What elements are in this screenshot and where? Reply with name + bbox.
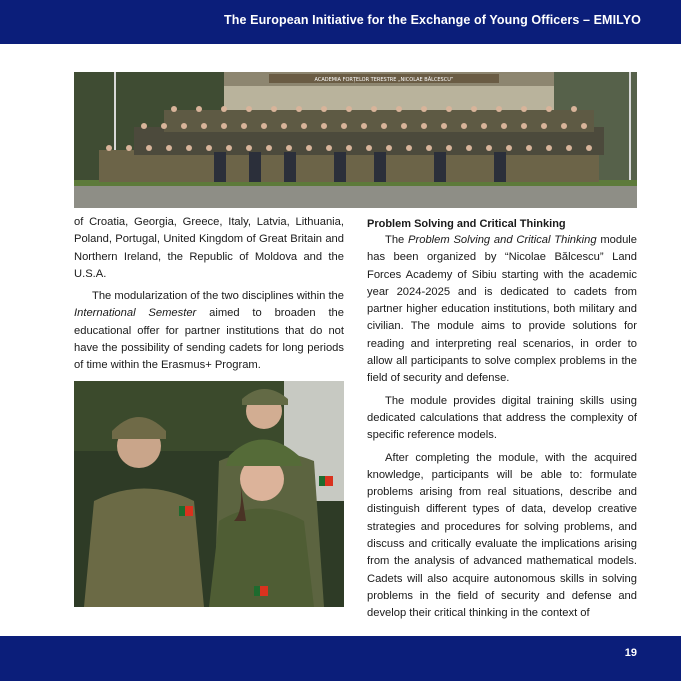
right-column bbox=[367, 217, 637, 623]
right-paragraph-2: The module provides digital training skills using dedicated calculations that address the complexity of specific reference models. bbox=[367, 394, 637, 442]
right-paragraph-1-emphasis: Problem Solving and Critical Thinking bbox=[408, 234, 597, 246]
left-paragraph-2 bbox=[74, 288, 344, 374]
group-photo bbox=[74, 72, 637, 208]
building-banner: ACADEMIA FORȚELOR TERESTRE „NICOLAE BĂLCESCU” bbox=[314, 77, 454, 83]
right-paragraph-1 bbox=[367, 232, 637, 388]
group-photo-image bbox=[74, 72, 637, 208]
left-paragraph-2-end: aimed to broaden the educational offer for partner institutions that do not have the possibility of sending cadets for long periods of time within the Erasmus+ Program. bbox=[74, 307, 344, 372]
section-heading: Problem Solving and Critical Thinking bbox=[367, 218, 566, 230]
footer-bar bbox=[0, 636, 681, 681]
right-paragraph-3: After completing the module, with the acquired knowledge, participants will be able to: formulate problems arising from real situations, describe and distinguish different types of data, develop creative strategies and procedures for solving problems, and discuss and critically evaluate the implications arising from the analysis of advanced mathematical models. Cadets will also acquire autonomous skills in solving problems in the field of security and defense and develop their critical thinking in the context of bbox=[367, 451, 637, 620]
right-paragraph-1-start: The bbox=[385, 234, 409, 246]
header-bar bbox=[0, 0, 681, 44]
left-paragraph-2-start: The modularization of the two disciplines within the bbox=[92, 290, 344, 303]
cadets-photo-image bbox=[74, 381, 344, 607]
page-number: 19 bbox=[624, 647, 637, 659]
left-paragraph-2-emphasis: International Semester bbox=[74, 307, 197, 320]
right-paragraph-1-end: module has been organized by “Nicolae Bălcescu” Land Forces Academy of Sibiu starting with the academic year 2024-2025 and is dedicated to cadets from partner higher education institutions, both military and civilian. The module aims to provide solutions for reading and interpreting real scenarios, in order to allow all participants to solve complex problems in the field of security and defense. bbox=[367, 234, 638, 385]
left-paragraph-1: of Croatia, Georgia, Greece, Italy, Latvia, Lithuania, Poland, Portugal, United Kingdom of Great Britain and Northern Ireland, the Republic of Moldova and the U.S.A. bbox=[74, 216, 344, 280]
header-title: The European Initiative for the Exchange of Young Officers – EMILYO bbox=[224, 13, 641, 27]
left-column bbox=[74, 214, 344, 375]
cadets-photo bbox=[74, 381, 344, 607]
